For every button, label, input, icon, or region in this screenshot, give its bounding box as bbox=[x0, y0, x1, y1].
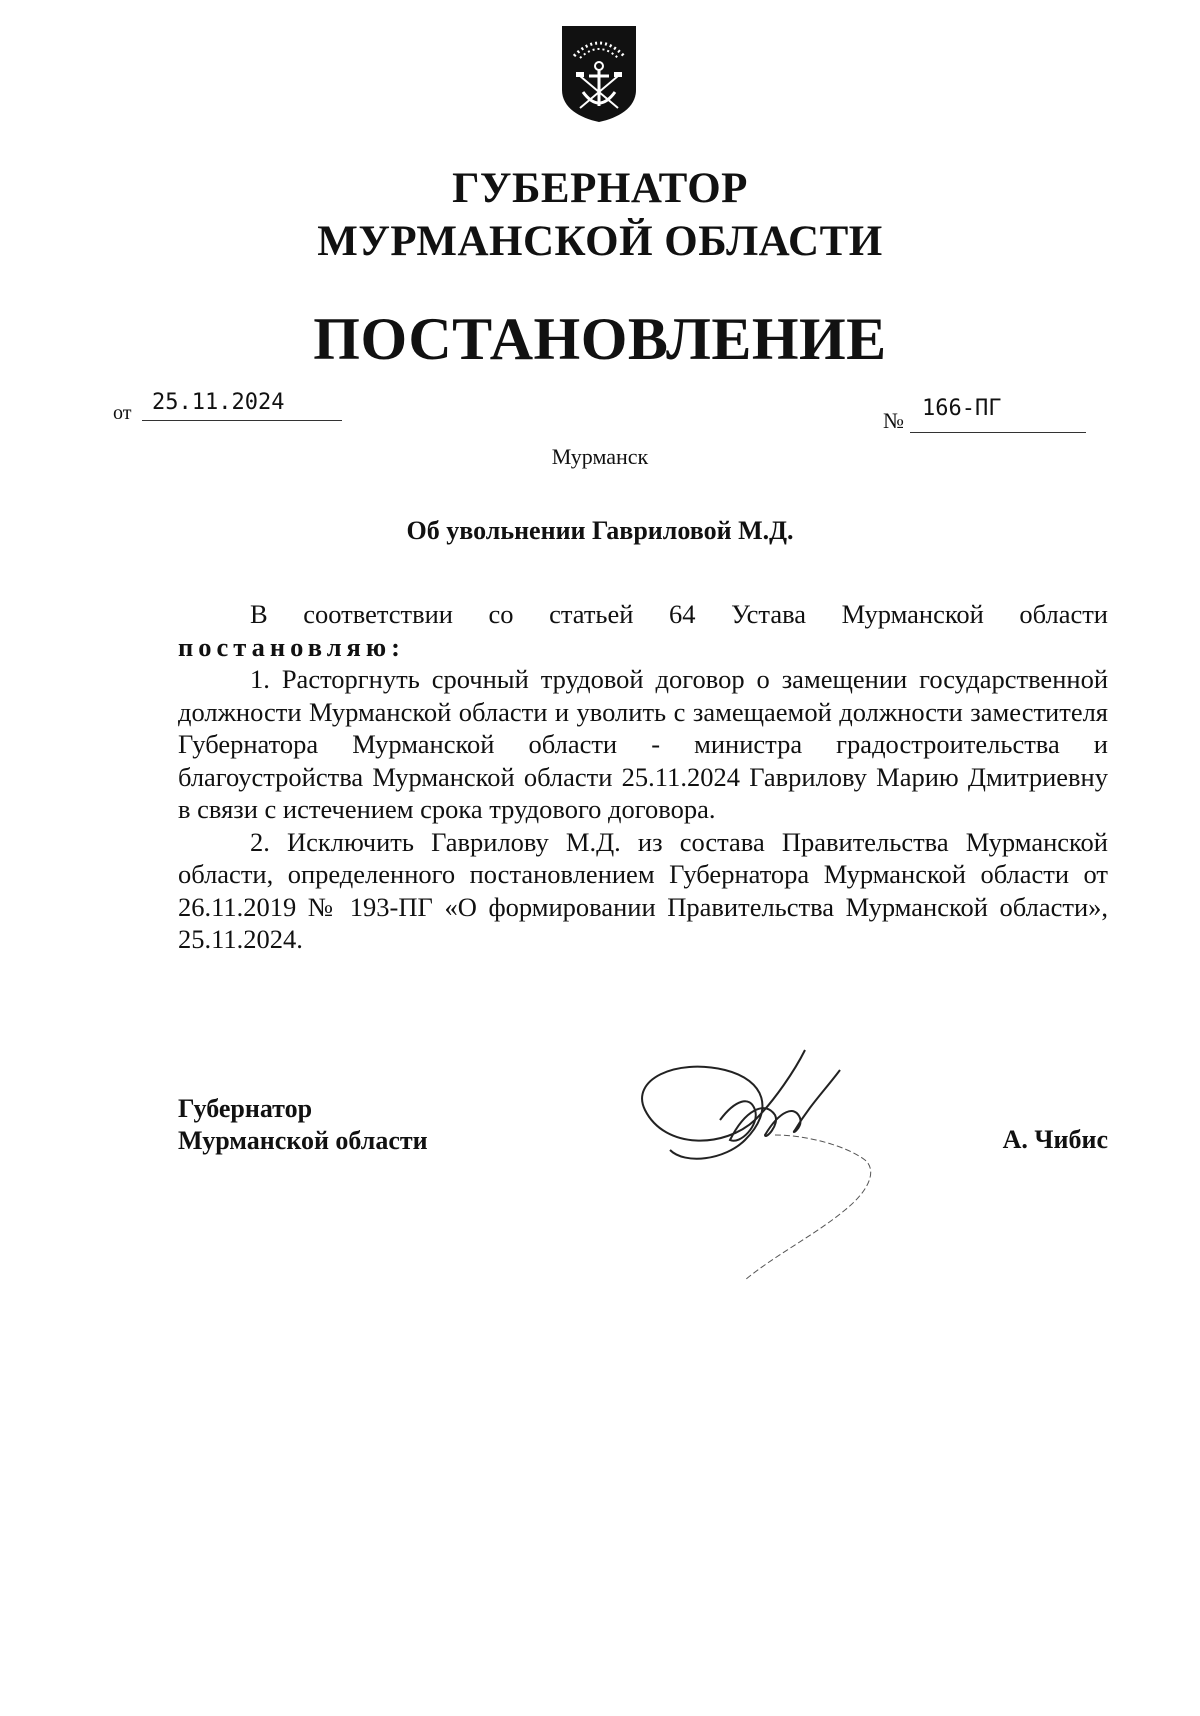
document-number: 166-ПГ bbox=[922, 396, 1002, 421]
item-1-paragraph: 1. Расторгнуть срочный трудовой договор о замещении государственной должности Мурманской области и уволить с замещаемой должности заместителя Губернатора Мурманской области - министра градостроительства и благоустройства Мурманской области 25.11.2024 Гаврилову Марию Дмитриевну в связи с истечением срока трудового договора. bbox=[178, 664, 1108, 824]
date-prefix: от bbox=[113, 402, 132, 424]
signatory-title bbox=[178, 1093, 428, 1157]
document-date: 25.11.2024 bbox=[152, 390, 285, 415]
coat-of-arms-icon bbox=[558, 22, 640, 124]
resolve-word: постановляю: bbox=[178, 631, 405, 662]
authority-line-1: ГУБЕРНАТОР bbox=[452, 165, 748, 212]
document-type: ПОСТАНОВЛЕНИЕ bbox=[313, 306, 887, 372]
signer-name: А. Чибис bbox=[1002, 1125, 1108, 1154]
document-body bbox=[178, 598, 1108, 956]
number-prefix: № bbox=[883, 408, 904, 433]
item-2-paragraph: 2. Исключить Гаврилову М.Д. из состава Правительства Мурманской области, определенного постановлением Губернатора Мурманской области от 26.11.2019 № 193-ПГ «О формировании Правительства Мурманской области», 25.11.2024. bbox=[178, 826, 1108, 954]
intro-paragraph: В соответствии со статьей 64 Устава Мурманской области bbox=[250, 599, 1108, 629]
handwritten-signature-icon bbox=[615, 1040, 915, 1300]
issue-city: Мурманск bbox=[551, 444, 649, 469]
number-underline bbox=[910, 432, 1086, 433]
signatory-title-line-1: Губернатор bbox=[178, 1094, 313, 1123]
document-subject: Об увольнении Гавриловой М.Д. bbox=[406, 516, 794, 545]
issuing-authority bbox=[0, 162, 1200, 268]
authority-line-2: МУРМАНСКОЙ ОБЛАСТИ bbox=[317, 218, 883, 265]
signatory-title-line-2: Мурманской области bbox=[178, 1126, 428, 1155]
date-underline bbox=[142, 420, 342, 421]
